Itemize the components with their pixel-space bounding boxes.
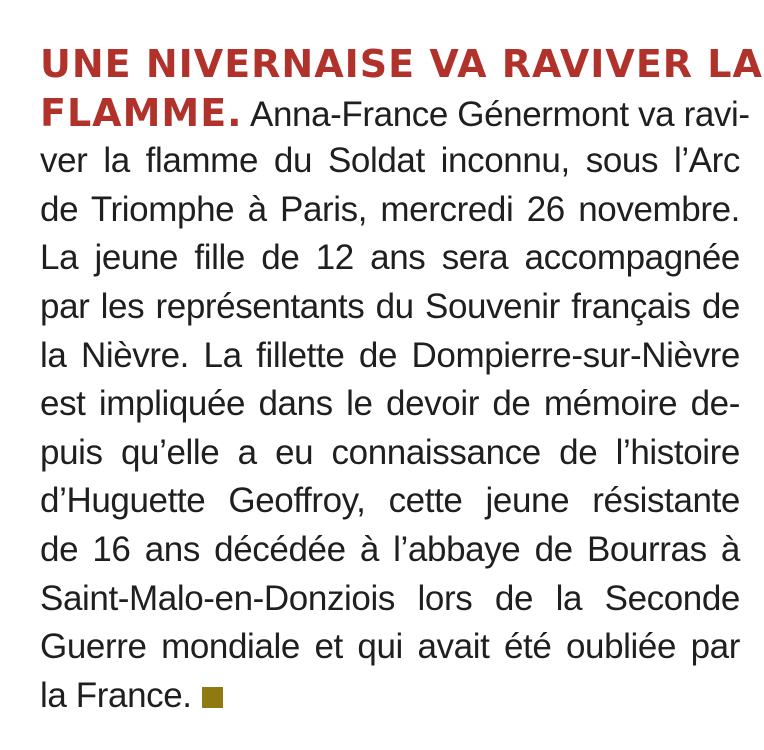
body-line-11: Saint-Malo-en-Donziois lors de la Seconde [40,578,740,618]
body-text: Anna-France Génermont va ravi- [250,94,750,134]
body-line-13 [40,672,740,721]
end-of-article-square-icon [202,687,223,708]
body-line-5: par les représentants du Souvenir français de [40,286,740,326]
body-line-9: d’Huguette Geoffroy, cette jeune résistante [40,481,740,521]
headline-continuation: FLAMME. [40,90,243,135]
body-line-6: la Nièvre. La fillette de Dompierre-sur-Nièvre [40,335,740,375]
body-line-7: est impliquée dans le devoir de mémoire de- [40,384,740,424]
body-line-1 [40,89,750,138]
body-line-10: de 16 ans décédée à l’abbaye de Bourras à [40,529,740,569]
body-line-12: Guerre mondiale et qui avait été oubliée par [40,627,740,667]
body-last-text: la France. [40,675,192,715]
article [40,40,763,720]
body-line-4: La jeune fille de 12 ans sera accompagnée [40,238,740,278]
body-line-3: de Triomphe à Paris, mercredi 26 novembre. [40,189,740,229]
headline: UNE NIVERNAISE VA RAVIVER LA [40,42,763,86]
body-line-8: puis qu’elle a eu connaissance de l’histoire [40,432,740,472]
body-line-2: ver la flamme du Soldat inconnu, sous l’Arc [40,141,740,181]
